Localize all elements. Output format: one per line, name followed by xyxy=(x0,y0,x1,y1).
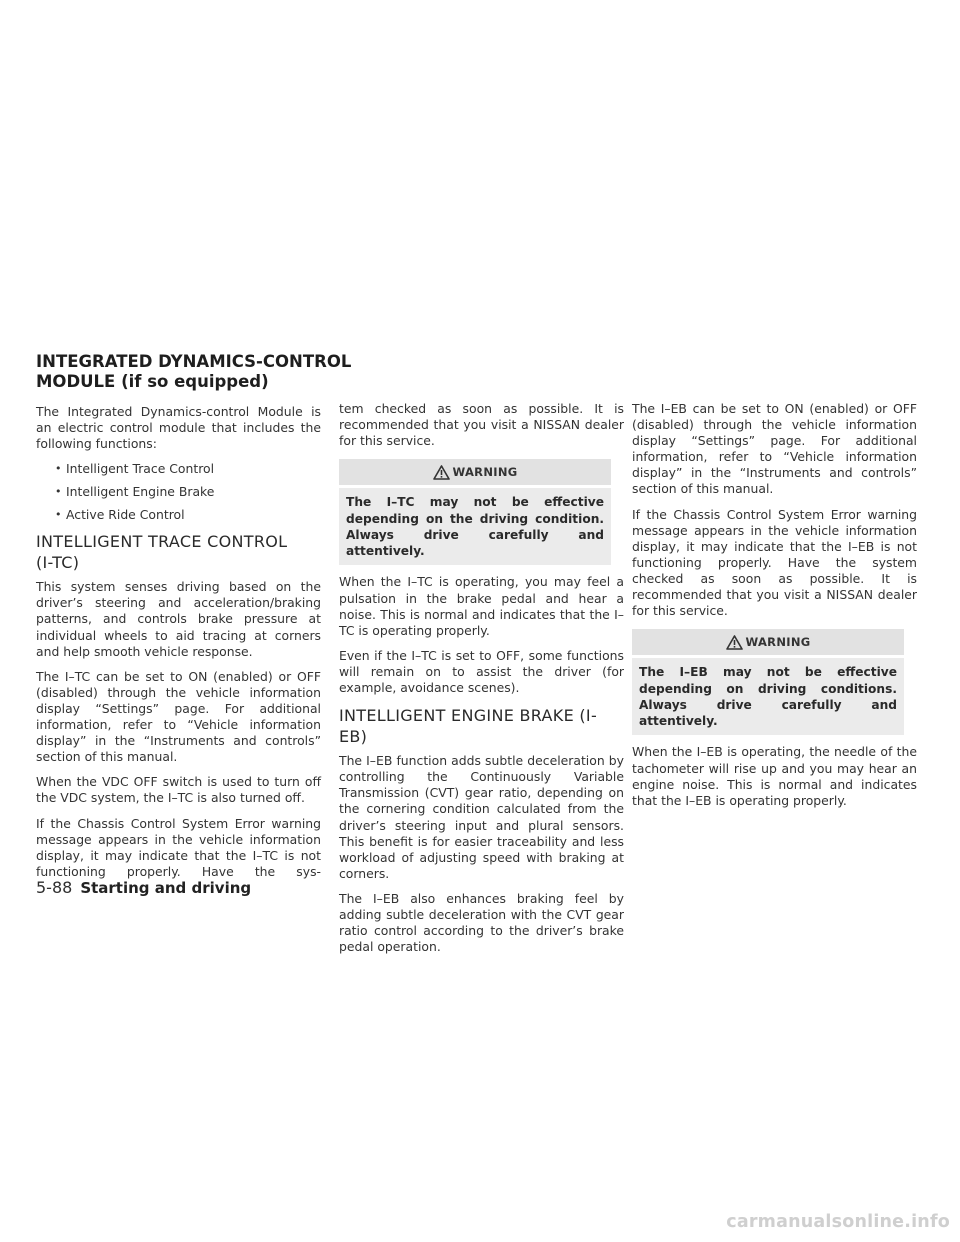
paragraph: This system senses driving based on the driver’s steering and acceleration/braking patterns, and controls brake pressure at individual wheels to aid tracing at corners and help smooth vehicle response. xyxy=(36,579,321,659)
page-number: 5-88 xyxy=(36,878,73,897)
function-list xyxy=(36,461,321,523)
paragraph: When the I–EB is operating, the needle of the tachometer will rise up and you may hear an engine noise. This is normal and indicates that the I–EB is operating properly. xyxy=(632,744,917,808)
itc-heading-line2: (I-TC) xyxy=(36,553,80,573)
paragraph: tem checked as soon as possible. It is recommended that you visit a NISSAN dealer for this service. xyxy=(339,401,624,449)
list-item: • Active Ride Control xyxy=(36,507,321,523)
warning-box-itc xyxy=(339,459,611,565)
column-2 xyxy=(339,401,624,964)
itc-heading-line1: INTELLIGENT TRACE CONTROL xyxy=(36,532,288,552)
warning-label: WARNING xyxy=(745,635,811,650)
paragraph: When the VDC OFF switch is used to turn off the VDC system, the I–TC is also turned off. xyxy=(36,774,321,806)
list-item: • Intelligent Engine Brake xyxy=(36,484,321,500)
paragraph: When the I–TC is operating, you may feel a pulsation in the brake pedal and hear a noise. This is normal and indicates that the I–TC is operating properly. xyxy=(339,574,624,638)
intro-paragraph: The Integrated Dynamics-control Module is an electric control module that includes the following functions: xyxy=(36,404,321,452)
warning-text: The I–TC may not be effective depending on the driving condition. Always drive carefully and attentively. xyxy=(339,488,611,565)
warning-label: WARNING xyxy=(452,465,518,480)
column-3 xyxy=(632,401,917,818)
footer-section-title: Starting and driving xyxy=(80,879,252,897)
section-title xyxy=(36,352,351,392)
paragraph: The I–EB function adds subtle deceleration by controlling the Continuously Variable Transmission (CVT) gear ratio, depending on the cornering condition calculated from the driver’s steering input and plural sensors. This benefit is for easier traceability and less workload of adjusting speed with braking at corners. xyxy=(339,753,624,881)
paragraph: Even if the I–TC is set to OFF, some functions will remain on to assist the driver (for example, avoidance scenes). xyxy=(339,647,624,696)
paragraph: The I–EB also enhances braking feel by adding subtle deceleration with the CVT gear ratio control according to the driver’s brake pedal operation. xyxy=(339,890,624,955)
warning-box-ieb xyxy=(632,629,904,735)
section-title-line1: INTEGRATED DYNAMICS-CONTROL xyxy=(36,352,352,371)
paragraph: The I–TC can be set to ON (enabled) or OFF (disabled) through the vehicle information display “Settings” page. For additional information, refer to “Vehicle information display” in the “Instruments and controls” section of this manual. xyxy=(36,668,321,765)
page-footer xyxy=(36,878,251,897)
paragraph: If the Chassis Control System Error warning message appears in the vehicle information display, it may indicate that the I–EB is not functioning properly. Have the system checked as soon as possible. It is recommended that you visit a NISSAN dealer for this service. xyxy=(632,506,917,619)
watermark-text: carmanualsonline.info xyxy=(726,1212,950,1232)
list-item: • Intelligent Trace Control xyxy=(36,461,321,477)
column-1 xyxy=(36,404,321,889)
section-title-line2: MODULE (if so equipped) xyxy=(36,372,269,391)
warning-text: The I–EB may not be effective depending on driving conditions. Always drive carefully and attentively. xyxy=(632,658,904,735)
warning-icon xyxy=(726,635,743,650)
warning-header xyxy=(339,459,611,485)
itc-heading xyxy=(36,531,321,573)
ieb-heading: INTELLIGENT ENGINE BRAKE (I-EB) xyxy=(339,706,598,747)
paragraph: If the Chassis Control System Error warning message appears in the vehicle information display, it may indicate that the I–TC is not functioning properly. Have the sys- xyxy=(36,815,321,879)
paragraph: The I–EB can be set to ON (enabled) or OFF (disabled) through the vehicle information display “Settings” page. For additional information, refer to “Vehicle information display” in the “Instruments and controls” section of this manual. xyxy=(632,401,917,497)
warning-icon xyxy=(433,465,450,480)
warning-header xyxy=(632,629,904,655)
